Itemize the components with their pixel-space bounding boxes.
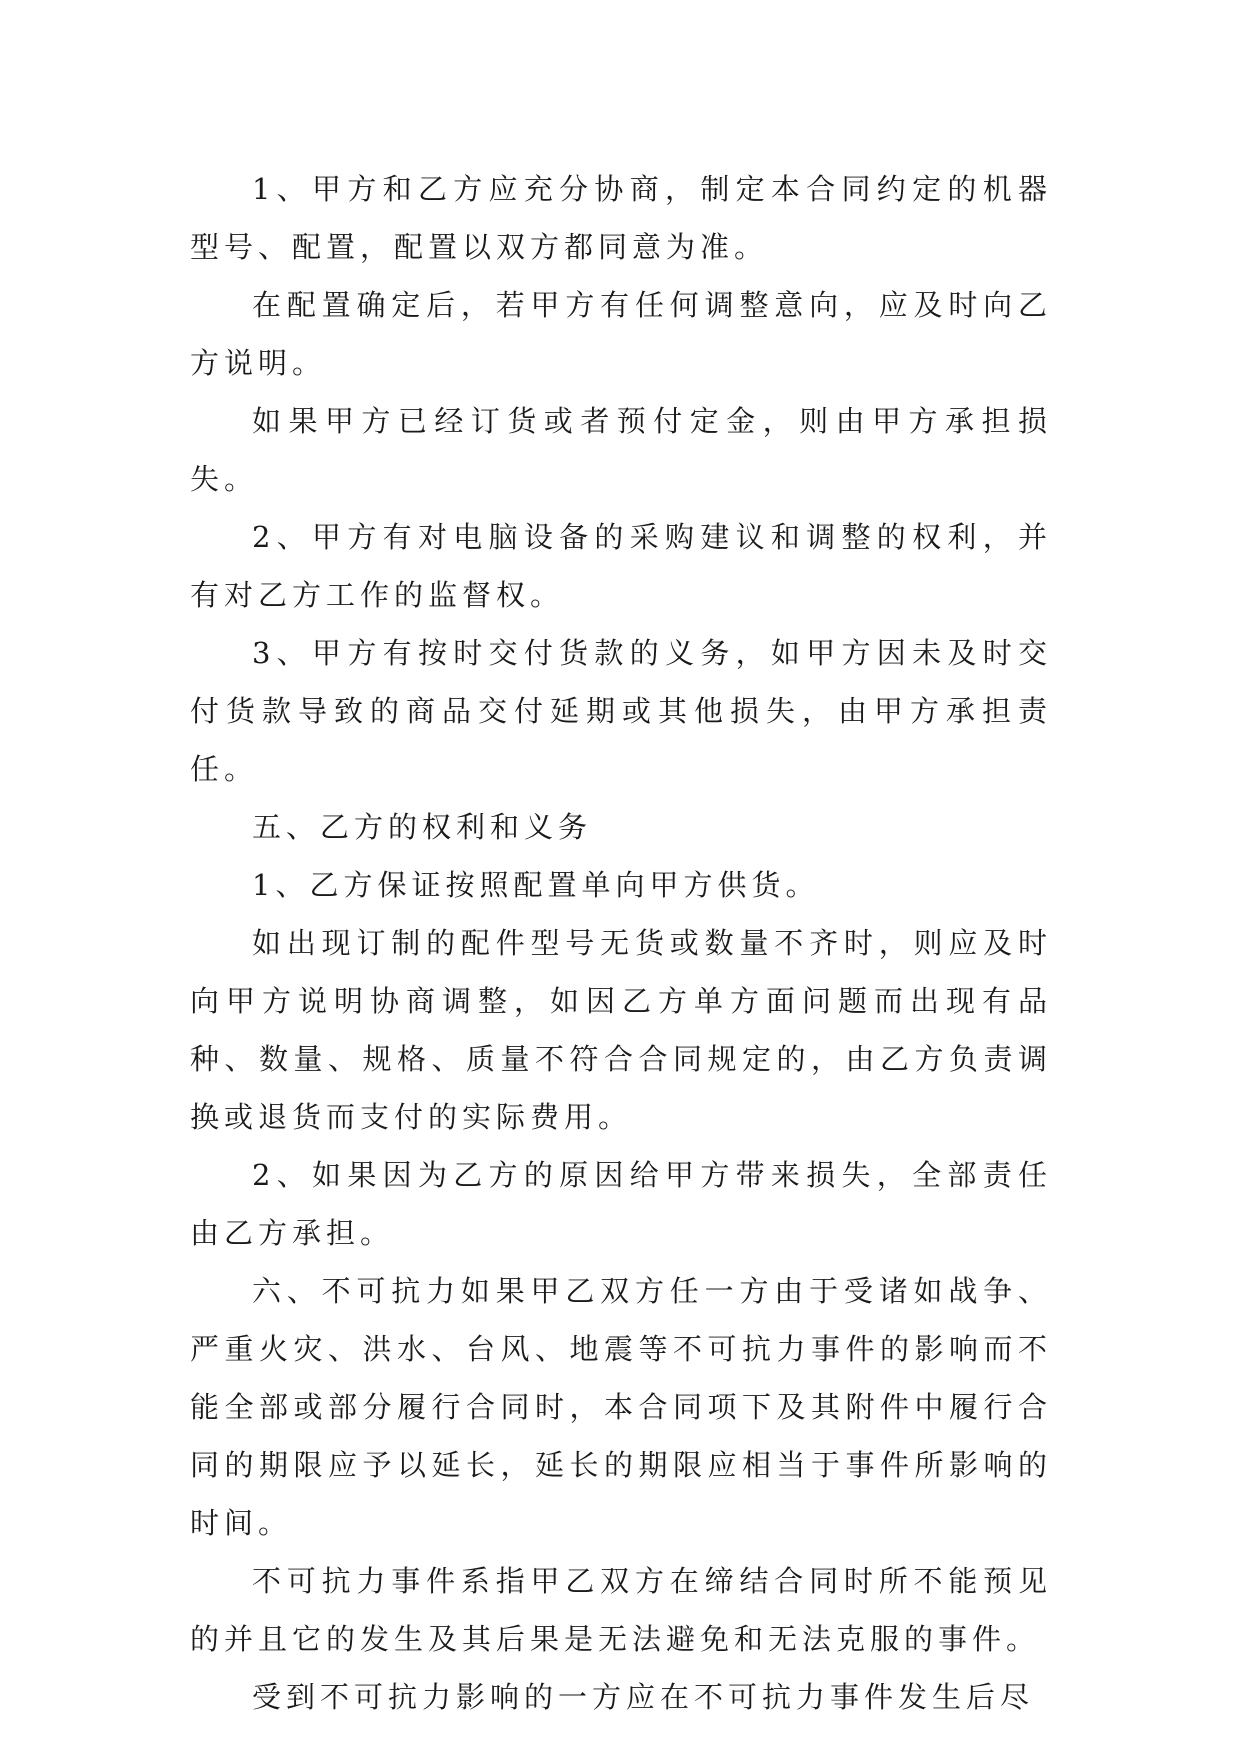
section-heading-5: 五、乙方的权利和义务 xyxy=(252,810,593,844)
paragraph-3: 如果甲方已经订货或者预付定金，则由甲方承担损失。 xyxy=(190,404,1052,496)
paragraph-6: 1、乙方保证按照配置单向甲方供货。 xyxy=(252,868,820,902)
paragraph-11: 受到不可抗力影响的一方应在不可抗力事件发生后尽 xyxy=(252,1680,1035,1714)
paragraph-7: 如出现订制的配件型号无货或数量不齐时，则应及时向甲方说明协商调整，如因乙方单方面问题而出现有品种、数量、规格、质量不符合合同规定的，由乙方负责调换或退货而支付的实际费用。 xyxy=(190,926,1052,1134)
paragraph-5: 3、甲方有按时交付货款的义务，如甲方因未及时交付货款导致的商品交付延期或其他损失，由甲方承担责任。 xyxy=(190,636,1052,786)
paragraph-8: 2、如果因为乙方的原因给甲方带来损失，全部责任由乙方承担。 xyxy=(190,1158,1052,1250)
paragraph-10: 不可抗力事件系指甲乙双方在缔结合同时所不能预见的并且它的发生及其后果是无法避免和无法克服的事件。 xyxy=(190,1564,1052,1656)
paragraph-1: 1、甲方和乙方应充分协商，制定本合同约定的机器型号、配置，配置以双方都同意为准。 xyxy=(190,172,1052,264)
paragraph-4: 2、甲方有对电脑设备的采购建议和调整的权利，并有对乙方工作的监督权。 xyxy=(190,520,1052,612)
document-body xyxy=(190,160,1052,1726)
paragraph-9: 六、不可抗力如果甲乙双方任一方由于受诸如战争、严重火灾、洪水、台风、地震等不可抗力事件的影响而不能全部或部分履行合同时，本合同项下及其附件中履行合同的期限应予以延长，延长的期限应相当于事件所影响的时间。 xyxy=(190,1274,1052,1540)
paragraph-2: 在配置确定后，若甲方有任何调整意向，应及时向乙方说明。 xyxy=(190,288,1052,380)
